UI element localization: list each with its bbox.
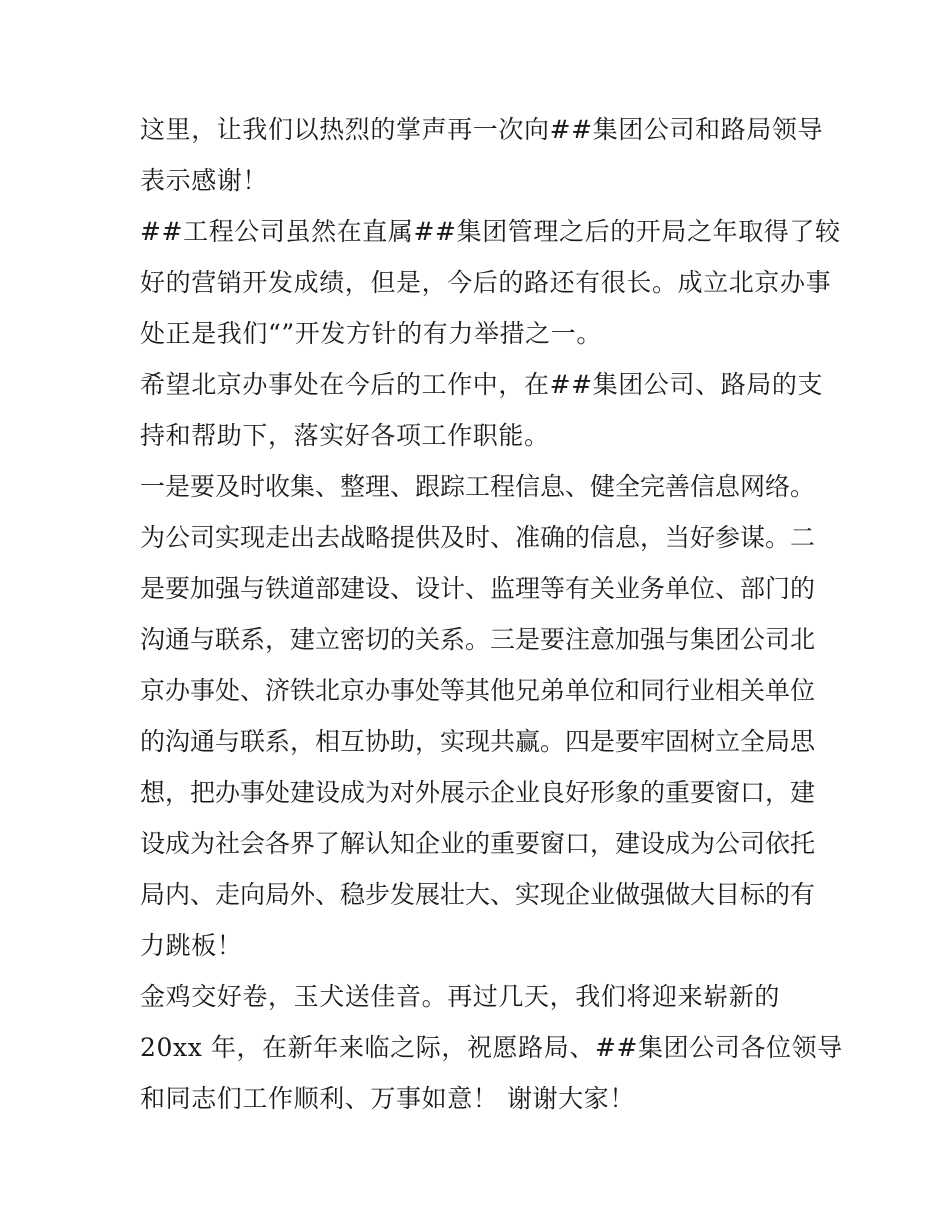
- text-line: 沟通与联系，建立密切的关系。三是要注意加强与集团公司北: [140, 625, 816, 654]
- text-line: 力跳板！: [140, 931, 243, 960]
- text-line: 好的营销开发成绩，但是，今后的路还有很长。成立北京办事: [140, 268, 832, 297]
- text-line: 设成为社会各界了解认知企业的重要窗口，建设成为公司依托: [140, 829, 816, 858]
- text-line: 金鸡交好卷，玉犬送佳音。再过几天，我们将迎来崭新的: [140, 982, 781, 1011]
- text-line: 持和帮助下，落实好各项工作职能。: [140, 421, 550, 450]
- text-line: 处正是我们“”开发方针的有力举措之一。: [140, 319, 602, 348]
- text-line: 20xx 年，在新年来临之际，祝愿路局、##集团公司各位领导: [140, 1033, 843, 1062]
- text-line: 是要加强与铁道部建设、设计、监理等有关业务单位、部门的: [140, 574, 816, 603]
- text-line: 想，把办事处建设成为对外展示企业良好形象的重要窗口，建: [140, 778, 816, 807]
- text-line: 的沟通与联系，相互协助，实现共赢。四是要牢固树立全局思: [140, 727, 816, 756]
- text-line: 这里，让我们以热烈的掌声再一次向##集团公司和路局领导: [140, 115, 824, 144]
- text-line: 京办事处、济铁北京办事处等其他兄弟单位和同行业相关单位: [140, 676, 816, 705]
- text-line: 希望北京办事处在今后的工作中，在##集团公司、路局的支: [140, 370, 824, 399]
- text-line: 和同志们工作顺利、万事如意！ 谢谢大家！: [140, 1084, 635, 1113]
- text-line: 表示感谢！: [140, 166, 269, 195]
- text-line: ##工程公司虽然在直属##集团管理之后的开局之年取得了较: [140, 217, 841, 246]
- text-line: 局内、走向局外、稳步发展壮大、实现企业做强做大目标的有: [140, 880, 816, 909]
- text-line: 一是要及时收集、整理、跟踪工程信息、健全完善信息网络。: [140, 472, 816, 501]
- document-body: [140, 104, 843, 1124]
- text-line: 为公司实现走出去战略提供及时、准确的信息，当好参谋。二: [140, 523, 816, 552]
